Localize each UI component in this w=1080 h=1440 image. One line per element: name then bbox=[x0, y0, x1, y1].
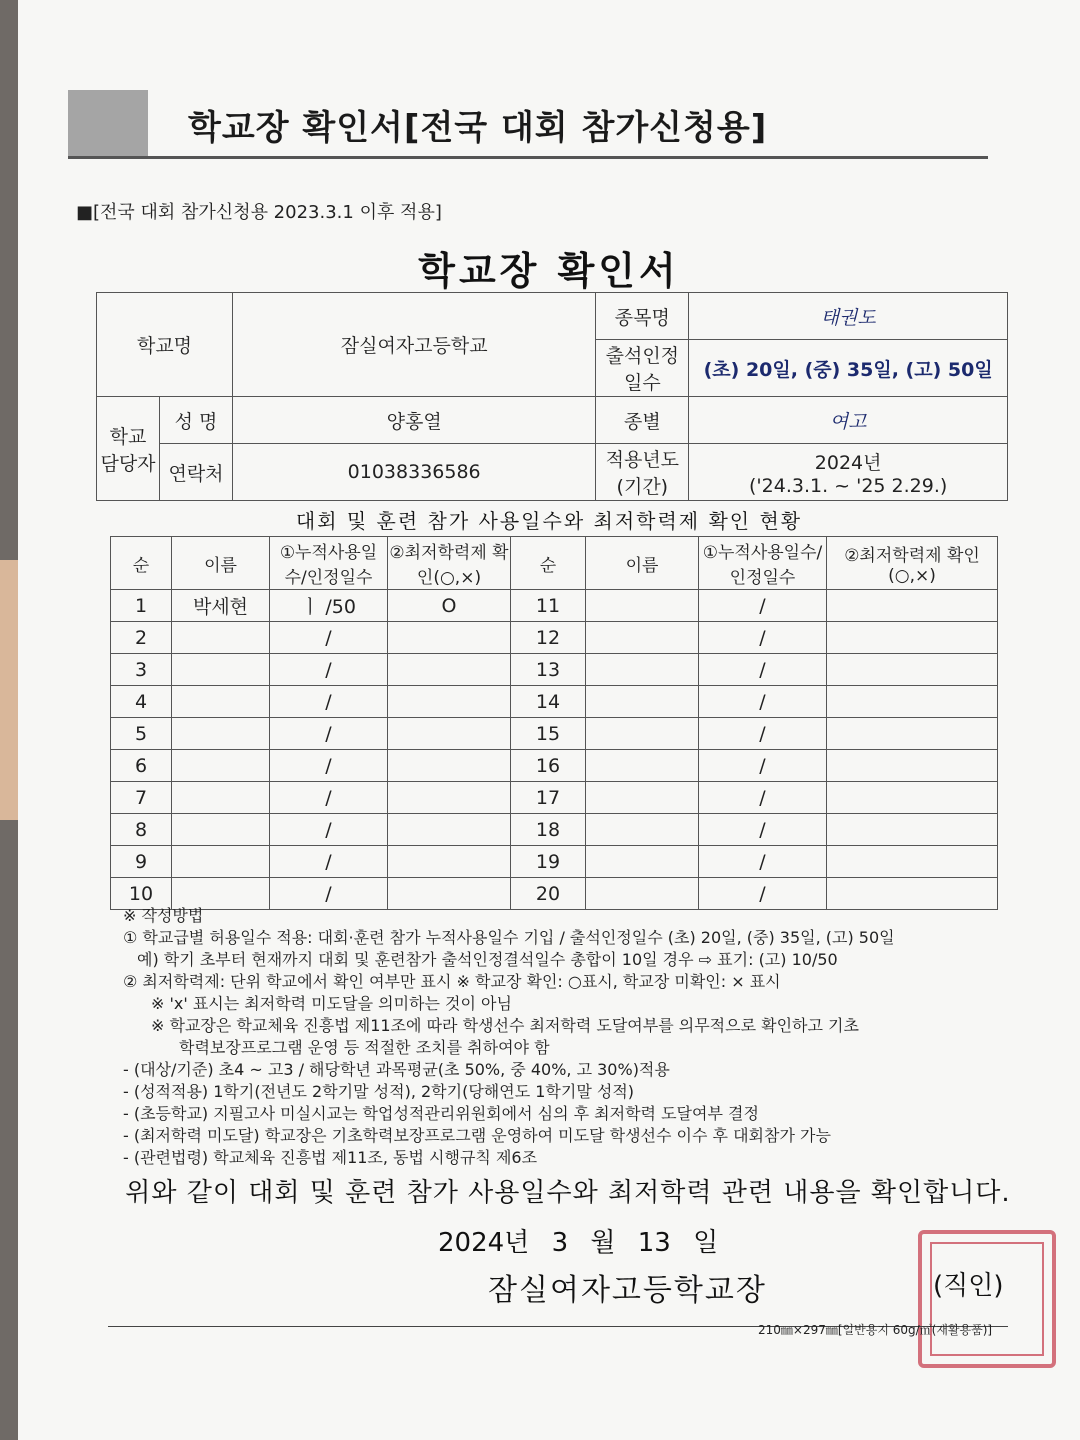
note-line: 예) 학기 초부터 현재까지 대회 및 훈련참가 출석인정결석일수 총합이 10일 경우 ⇨ 표기: (고) 10/50 bbox=[137, 950, 838, 969]
cell-check2 bbox=[827, 590, 998, 622]
note-line: - (대상/기준) 초4 ~ 고3 / 해당학년 과목평균(초 50%, 중 40%, 고 30%)적용 bbox=[123, 1060, 670, 1079]
cell-check2 bbox=[827, 686, 998, 718]
gender-value: 여고 bbox=[689, 397, 1008, 444]
header-cell: 이름 bbox=[172, 537, 270, 590]
date-day-unit: 일 bbox=[693, 1228, 719, 1258]
table-row bbox=[111, 590, 998, 622]
table-row bbox=[111, 782, 998, 814]
cell-check1: O bbox=[388, 590, 511, 622]
cell-n1: 1 bbox=[111, 590, 172, 622]
date-day: 13 bbox=[637, 1228, 671, 1258]
manager-label: 학교 담당자 bbox=[97, 397, 160, 501]
cell-name1: 박세현 bbox=[172, 590, 270, 622]
cell-days2: / bbox=[699, 750, 827, 782]
instructions bbox=[123, 905, 1023, 1169]
header-title: 학교장 확인서[전국 대회 참가신청용] bbox=[188, 108, 768, 148]
cell-n1: 7 bbox=[111, 782, 172, 814]
notice-text: ■[전국 대회 참가신청용 2023.3.1 이후 적용] bbox=[76, 202, 442, 223]
cell-n1: 2 bbox=[111, 622, 172, 654]
cell-n1: 6 bbox=[111, 750, 172, 782]
cell-n1: 5 bbox=[111, 718, 172, 750]
confirmation-text: 위와 같이 대회 및 훈련 참가 사용일수와 최저학력 관련 내용을 확인합니다. bbox=[125, 1178, 1011, 1208]
cell-check1 bbox=[388, 622, 511, 654]
table-row bbox=[111, 814, 998, 846]
cell-name2 bbox=[586, 750, 699, 782]
cell-check2 bbox=[827, 750, 998, 782]
cell-days2: / bbox=[699, 814, 827, 846]
cell-days1: / bbox=[270, 782, 388, 814]
note-line: ② 최저학력제: 단위 학교에서 확인 여부만 표시 ※ 학교장 확인: ○표시, 학교장 미확인: × 표시 bbox=[123, 972, 781, 991]
cell-name1 bbox=[172, 718, 270, 750]
header-cell: 순 bbox=[511, 537, 586, 590]
note-line: - (관련법령) 학교체육 진흥법 제11조, 동법 시행규칙 제6조 bbox=[123, 1148, 538, 1167]
cell-n2: 17 bbox=[511, 782, 586, 814]
header-cell: 순 bbox=[111, 537, 172, 590]
cell-name1 bbox=[172, 622, 270, 654]
cell-n2: 18 bbox=[511, 814, 586, 846]
seal-label: (직인) bbox=[933, 1271, 1004, 1301]
table-row bbox=[111, 654, 998, 686]
info-table bbox=[96, 292, 1008, 501]
year-label: 적용년도 (기간) bbox=[596, 444, 689, 501]
attendance-value: (초) 20일, (중) 35일, (고) 50일 bbox=[689, 340, 1008, 397]
paper-spec: 210㎜×297㎜[일반용지 60g/㎡(재활용품)] bbox=[758, 1323, 993, 1337]
cell-days2: / bbox=[699, 622, 827, 654]
cell-days1: / bbox=[270, 846, 388, 878]
header-cell: ②최저학력제 확인(○,×) bbox=[827, 537, 998, 590]
cell-check2 bbox=[827, 622, 998, 654]
cell-n1: 10 bbox=[111, 878, 172, 910]
cell-n1: 9 bbox=[111, 846, 172, 878]
header-cell: ②최저학력제 확인(○,×) bbox=[388, 537, 511, 590]
name-label: 성 명 bbox=[160, 397, 233, 444]
header-cell: 이름 bbox=[586, 537, 699, 590]
date-year: 2024년 bbox=[438, 1228, 530, 1258]
table-row bbox=[111, 622, 998, 654]
cell-check2 bbox=[827, 846, 998, 878]
cell-n2: 19 bbox=[511, 846, 586, 878]
cell-check1 bbox=[388, 718, 511, 750]
attendance-label: 출석인정 일수 bbox=[596, 340, 689, 397]
table-row bbox=[111, 718, 998, 750]
name-value: 양홍열 bbox=[233, 397, 596, 444]
cell-name1 bbox=[172, 782, 270, 814]
header-cell: ①누적사용일수/인정일수 bbox=[270, 537, 388, 590]
table-row bbox=[111, 750, 998, 782]
cell-name2 bbox=[586, 846, 699, 878]
note-line: ※ 작성방법 bbox=[123, 906, 204, 925]
note-line: ① 학교급별 허용일수 적용: 대회·훈련 참가 누적사용일수 기입 / 출석인정일수 (초) 20일, (중) 35일, (고) 50일 bbox=[123, 928, 895, 947]
document-page bbox=[18, 0, 1080, 1440]
cell-name1 bbox=[172, 654, 270, 686]
table-header-row bbox=[111, 537, 998, 590]
cell-name2 bbox=[586, 590, 699, 622]
cell-name2 bbox=[586, 654, 699, 686]
year-value: 2024년 bbox=[814, 451, 882, 474]
cell-name2 bbox=[586, 814, 699, 846]
cell-days2: / bbox=[699, 654, 827, 686]
cell-n2: 20 bbox=[511, 878, 586, 910]
note-line: - (최저학력 미도달) 학교장은 기초학력보장프로그램 운영하여 미도달 학생선수 이수 후 대회참가 가능 bbox=[123, 1126, 831, 1145]
cell-check1 bbox=[388, 814, 511, 846]
contact-label: 연락처 bbox=[160, 444, 233, 501]
cell-name2 bbox=[586, 782, 699, 814]
cell-days1: / bbox=[270, 686, 388, 718]
cell-name1 bbox=[172, 686, 270, 718]
contact-value: 01038336586 bbox=[233, 444, 596, 501]
cell-check2 bbox=[827, 814, 998, 846]
date bbox=[438, 1222, 732, 1259]
cell-days2: / bbox=[699, 686, 827, 718]
cell-n1: 8 bbox=[111, 814, 172, 846]
note-line: ※ 학교장은 학교체육 진흥법 제11조에 따라 학생선수 최저학력 도달여부를 의무적으로 확인하고 기초 bbox=[151, 1016, 859, 1035]
date-month: 3 bbox=[551, 1228, 569, 1258]
cell-name1 bbox=[172, 846, 270, 878]
year-cell bbox=[689, 444, 1008, 501]
table-row bbox=[111, 686, 998, 718]
cell-days2: / bbox=[699, 846, 827, 878]
cell-check1 bbox=[388, 750, 511, 782]
cell-days1: / bbox=[270, 654, 388, 686]
cell-n1: 3 bbox=[111, 654, 172, 686]
cell-n2: 14 bbox=[511, 686, 586, 718]
cell-days1: ㅣ /50 bbox=[270, 590, 388, 622]
table-row bbox=[111, 846, 998, 878]
school-value: 잠실여자고등학교 bbox=[233, 293, 596, 397]
cell-days2: / bbox=[699, 718, 827, 750]
cell-n2: 16 bbox=[511, 750, 586, 782]
cell-name2 bbox=[586, 718, 699, 750]
cell-days1: / bbox=[270, 814, 388, 846]
cell-check2 bbox=[827, 782, 998, 814]
note-line: 학력보장프로그램 운영 등 적절한 조치를 취하여야 함 bbox=[179, 1038, 550, 1057]
cell-check2 bbox=[827, 718, 998, 750]
cell-n2: 11 bbox=[511, 590, 586, 622]
school-label: 학교명 bbox=[97, 293, 233, 397]
cell-n2: 13 bbox=[511, 654, 586, 686]
note-line: - (초등학교) 지필고사 미실시교는 학업성적관리위원회에서 심의 후 최저학력 도달여부 결정 bbox=[123, 1104, 759, 1123]
page-title: 학교장 확인서 bbox=[418, 249, 680, 293]
gender-label: 종별 bbox=[596, 397, 689, 444]
year-period: ('24.3.1. ~ '25 2.29.) bbox=[749, 474, 948, 497]
cell-days2: / bbox=[699, 590, 827, 622]
cell-check1 bbox=[388, 782, 511, 814]
participation-table bbox=[110, 536, 998, 910]
date-month-unit: 월 bbox=[590, 1228, 616, 1258]
cell-days1: / bbox=[270, 718, 388, 750]
header-bar bbox=[68, 90, 988, 159]
note-line: - (성적적용) 1학기(전년도 2학기말 성적), 2학기(당해연도 1학기말 성적) bbox=[123, 1082, 635, 1101]
header-cell: ①누적사용일수/인정일수 bbox=[699, 537, 827, 590]
event-value: 태권도 bbox=[689, 293, 1008, 340]
cell-check2 bbox=[827, 654, 998, 686]
cell-check1 bbox=[388, 654, 511, 686]
cell-days2: / bbox=[699, 878, 827, 910]
header-gray-block bbox=[68, 90, 148, 156]
cell-days1: / bbox=[270, 750, 388, 782]
cell-name1 bbox=[172, 814, 270, 846]
table-body bbox=[111, 590, 998, 910]
section-title: 대회 및 훈련 참가 사용일수와 최저학력제 확인 현황 bbox=[295, 509, 803, 533]
cell-n2: 15 bbox=[511, 718, 586, 750]
cell-days1: / bbox=[270, 622, 388, 654]
cell-days2: / bbox=[699, 782, 827, 814]
cell-n2: 12 bbox=[511, 622, 586, 654]
cell-check1 bbox=[388, 846, 511, 878]
note-line: ※ 'x' 표시는 최저학력 미도달을 의미하는 것이 아님 bbox=[151, 994, 512, 1013]
cell-name2 bbox=[586, 686, 699, 718]
cell-days1: / bbox=[270, 878, 388, 910]
cell-name1 bbox=[172, 750, 270, 782]
principal-name: 잠실여자고등학교장 bbox=[488, 1273, 767, 1308]
cell-n1: 4 bbox=[111, 686, 172, 718]
cell-check1 bbox=[388, 686, 511, 718]
cell-name2 bbox=[586, 622, 699, 654]
event-label: 종목명 bbox=[596, 293, 689, 340]
